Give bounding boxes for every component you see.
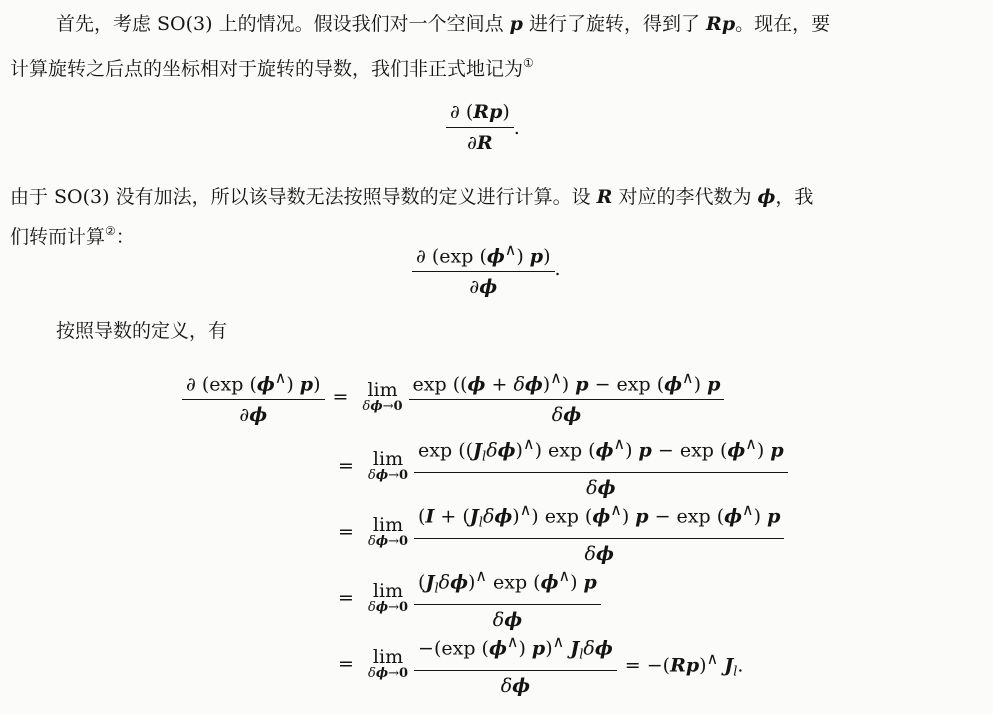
denominator: ∂ϕ: [469, 276, 498, 299]
row-4-fraction: $\frac{(J_l\delta\phi)^\wedge \exp (\phi^\wedge) p}{\delta\phi}$: [414, 564, 601, 632]
limit: lim δϕ→0: [368, 448, 409, 484]
footnote-marker-1: ①: [523, 56, 534, 70]
paragraph-2-line-1: [10, 184, 993, 210]
paragraph-1-line-2: [10, 50, 993, 82]
lhs-fraction: $\frac{\partial (\exp (\phi^\wedge) p)}{\partial\phi}$: [182, 366, 325, 427]
derivation-row-4: = lim δϕ→0 $\frac{(J_l\delta\phi)^\wedge \exp (\phi^\wedge) p}{\delta\phi}$: [330, 564, 601, 632]
numerator: ∂ (exp (ϕ∧) p): [412, 238, 555, 272]
limit: lim δϕ→0: [368, 646, 409, 682]
symbol-Rp: Rp: [706, 13, 736, 35]
text: 进行了旋转，得到了: [522, 13, 707, 35]
numerator: ∂ (Rp): [446, 100, 514, 128]
row-1-fraction: $\frac{\exp ((\phi + \delta\phi)^\wedge) p - \exp (\phi^\wedge) p}{\delta\phi}$: [409, 366, 725, 427]
row-2-fraction: $\frac{\exp ((J_l\delta\phi)^\wedge) \exp (\phi^\wedge) p - \exp (\phi^\wedge) p}{\delta\phi}$: [414, 432, 788, 500]
text: 。现在，要: [735, 13, 831, 35]
text: 计算旋转之后点的坐标相对于旋转的导数，我们非正式地记为: [10, 58, 524, 80]
equation-1: $\frac{\partial (Rp)}{\partial R}$ .: [446, 100, 520, 155]
symbol-phi: ϕ: [757, 186, 776, 208]
limit: lim δϕ→0: [362, 378, 403, 414]
row-5-fraction: $\frac{-(\exp (\phi^\wedge) p)^\wedge J_l\delta\phi}{\delta\phi}$: [414, 630, 617, 698]
text: 们转而计算: [10, 226, 106, 248]
text: 按照导数的定义，有: [56, 320, 228, 342]
fraction: [446, 100, 514, 155]
paragraph-1-line-1: [56, 11, 993, 37]
denominator: ∂R: [467, 132, 493, 154]
symbol-R: R: [596, 186, 613, 208]
text: ，我: [775, 186, 814, 208]
symbol-p: p: [509, 13, 523, 35]
text: 由于 SO(3) 没有加法，所以该导数无法按照导数的定义进行计算。设: [10, 186, 597, 208]
paragraph-2-line-2: 们转而计算②：: [10, 224, 135, 248]
derivation-row-1: $\frac{\partial (\exp (\phi^\wedge) p)}{\partial\phi}$ = lim δϕ→0 $\frac{\exp ((\phi + \delta\phi)^\wedge) p - \exp (\phi^\wedge) p}{\delta\phi}$: [182, 366, 724, 427]
row-5-result: = −(Rp)∧ $J_l$.: [624, 649, 744, 680]
derivation-row-5: = lim δϕ→0 $\frac{-(\exp (\phi^\wedge) p)^\wedge J_l\delta\phi}{\delta\phi}$ = −(Rp)∧ $J_l$.: [338, 632, 744, 698]
paragraph-3: [56, 318, 993, 344]
footnote-marker-2: ②: [105, 224, 116, 238]
equation-2: $\frac{\partial (\exp (\phi^\wedge) p)}{\partial\phi}$ .: [412, 238, 561, 299]
text: 对应的李代数为: [612, 186, 758, 208]
derivation-row-3: = lim δϕ→0 $\frac{(I + (J_l\delta\phi)^\wedge) \exp (\phi^\wedge) p - \exp (\phi^\wedge) p}{\delta\phi}$: [330, 498, 784, 566]
text: 首先，考虑 SO(3) 上的情况。假设我们对一个空间点: [56, 13, 510, 35]
row-3-fraction: $\frac{(I + (J_l\delta\phi)^\wedge) \exp (\phi^\wedge) p - \exp (\phi^\wedge) p}{\delta\phi}$: [414, 498, 784, 566]
limit: lim δϕ→0: [368, 580, 409, 616]
derivation-row-2: = lim δϕ→0 $\frac{\exp ((J_l\delta\phi)^\wedge) \exp (\phi^\wedge) p - \exp (\phi^\wedge) p}{\delta\phi}$: [330, 432, 788, 500]
limit: lim δϕ→0: [368, 514, 409, 550]
fraction: [412, 238, 555, 299]
